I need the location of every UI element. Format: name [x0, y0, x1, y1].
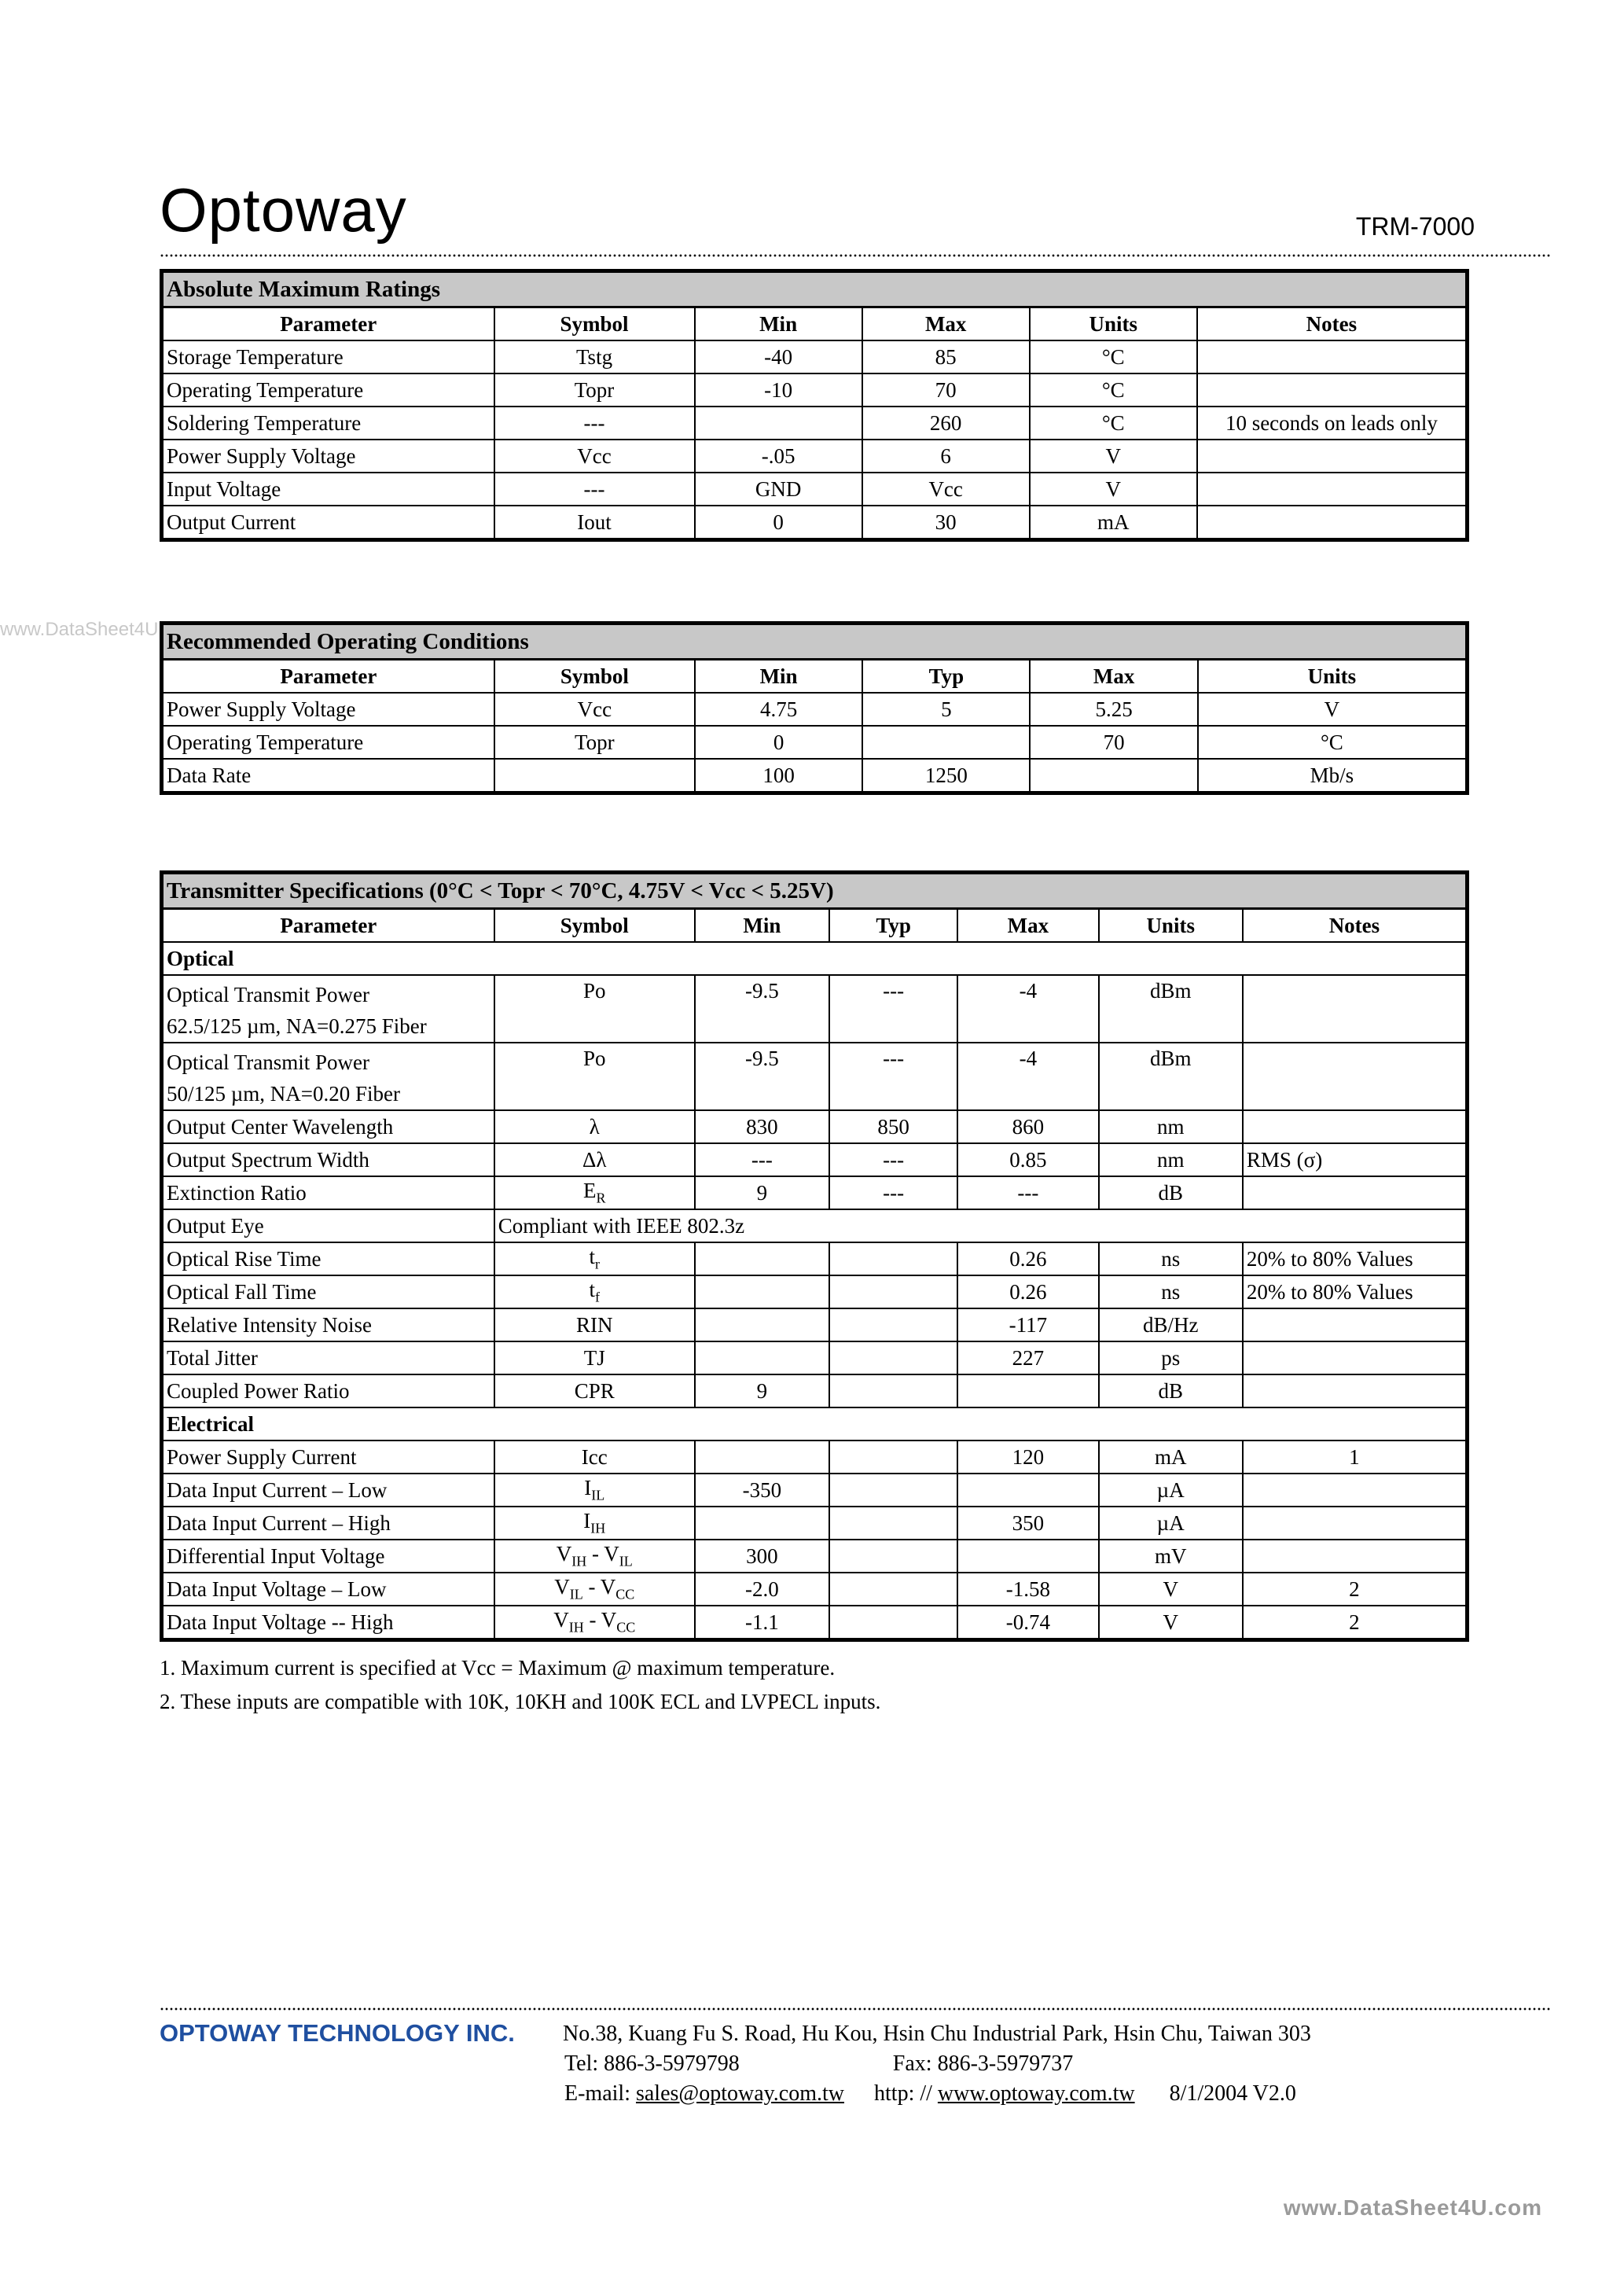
value-cell: V — [1030, 473, 1197, 506]
typ-cell — [829, 1606, 957, 1640]
param-cell: Power Supply Voltage — [162, 693, 494, 726]
symbol-part: IH — [571, 1553, 587, 1569]
value-cell: V — [1198, 693, 1468, 726]
param-cell: Soldering Temperature — [162, 407, 494, 440]
value-cell: Tstg — [494, 340, 695, 373]
column-header: Max — [1030, 660, 1197, 694]
value-cell: 70 — [862, 373, 1030, 407]
notes-cell: 2 — [1243, 1573, 1468, 1606]
value-cell: Vcc — [494, 693, 695, 726]
section-electrical: Electrical — [162, 1407, 1468, 1441]
units-cell: dB — [1099, 1176, 1243, 1209]
symbol-part: CC — [615, 1586, 635, 1602]
notes-cell — [1243, 1110, 1468, 1143]
notes-cell — [1243, 1374, 1468, 1407]
table-row — [162, 1374, 1468, 1407]
symbol-cell — [494, 1474, 695, 1507]
header-row — [162, 307, 1468, 341]
table-title: Transmitter Specifications (0°C < Topr < 70°C, 4.75V < Vcc < 5.25V) — [162, 873, 1468, 909]
column-header: Units — [1198, 660, 1468, 694]
symbol-part: E — [582, 1179, 597, 1203]
notes-cell — [1243, 1474, 1468, 1507]
website-link[interactable]: www.optoway.com.tw — [937, 2081, 1135, 2106]
table-row — [162, 1242, 1468, 1275]
value-cell — [695, 407, 862, 440]
min-cell: -2.0 — [695, 1573, 829, 1606]
recommended-operating-conditions-table — [160, 621, 1469, 795]
symbol-part: - V — [582, 1575, 616, 1599]
max-cell: -117 — [957, 1308, 1098, 1341]
table-row — [162, 1043, 1468, 1110]
value-cell: 85 — [862, 340, 1030, 373]
units-cell: nm — [1099, 1110, 1243, 1143]
units-cell: ps — [1099, 1341, 1243, 1374]
watermark-left: www.DataSheet4U — [0, 619, 159, 640]
min-cell: 300 — [695, 1540, 829, 1573]
notes-cell: 20% to 80% Values — [1243, 1275, 1468, 1308]
contact-line — [564, 2079, 1311, 2109]
value-cell: --- — [494, 407, 695, 440]
table-title: Recommended Operating Conditions — [162, 624, 1468, 660]
table-row — [162, 1606, 1468, 1640]
footer-divider — [160, 2007, 1551, 2011]
max-cell: -1.58 — [957, 1573, 1098, 1606]
table-row — [162, 1341, 1468, 1374]
param-cell: Optical Transmit Power 62.5/125 µm, NA=0.275 Fiber — [162, 975, 494, 1043]
value-cell: 1250 — [862, 759, 1030, 793]
footnote-2: 2. These inputs are compatible with 10K, 10KH and 100K ECL and LVPECL inputs. — [160, 1690, 881, 1713]
value-cell: °C — [1030, 407, 1197, 440]
min-cell — [695, 1275, 829, 1308]
param-cell: Data Input Current – Low — [162, 1474, 494, 1507]
symbol-part: I — [583, 1509, 591, 1533]
value-cell: 70 — [1030, 726, 1197, 759]
notes-cell: RMS (σ) — [1243, 1143, 1468, 1176]
symbol-cell: RIN — [494, 1308, 695, 1341]
header-row — [162, 909, 1468, 943]
symbol-part: r — [594, 1256, 600, 1272]
value-cell: °C — [1030, 373, 1197, 407]
max-cell: 860 — [957, 1110, 1098, 1143]
address-line: No.38, Kuang Fu S. Road, Hu Kou, Hsin Chu Industrial Park, Hsin Chu, Taiwan 303 — [563, 2022, 1311, 2046]
fax: Fax: 886-3-5979737 — [892, 2051, 1074, 2076]
table-title: Absolute Maximum Ratings — [162, 271, 1468, 307]
company-name: OPTOWAY TECHNOLOGY INC. — [160, 2019, 515, 2047]
header-divider — [160, 253, 1551, 258]
symbol-cell — [494, 1176, 695, 1209]
param-cell: Data Input Voltage – Low — [162, 1573, 494, 1606]
table-row — [162, 759, 1468, 793]
value-cell — [494, 759, 695, 793]
value-cell — [1197, 440, 1468, 473]
units-cell: dBm — [1099, 975, 1243, 1043]
units-cell: ns — [1099, 1275, 1243, 1308]
column-header: Notes — [1243, 909, 1468, 943]
column-header: Notes — [1197, 307, 1468, 341]
section-row — [162, 1407, 1468, 1441]
param-cell: Output Center Wavelength — [162, 1110, 494, 1143]
footnotes — [160, 1651, 880, 1719]
column-header: Symbol — [494, 307, 695, 341]
value-cell — [1197, 473, 1468, 506]
units-cell: V — [1099, 1573, 1243, 1606]
value-cell — [862, 726, 1030, 759]
symbol-part: CC — [616, 1619, 636, 1636]
max-cell: -0.74 — [957, 1606, 1098, 1640]
symbol-part: - V — [583, 1608, 617, 1632]
value-cell — [1197, 340, 1468, 373]
table-row — [162, 1110, 1468, 1143]
symbol-part: IH — [590, 1520, 606, 1536]
symbol-part: I — [584, 1476, 592, 1500]
min-cell — [695, 1341, 829, 1374]
tel: Tel: 886-3-5979798 — [564, 2051, 740, 2076]
value-cell: --- — [494, 473, 695, 506]
symbol-part: V — [554, 1575, 570, 1599]
symbol-cell — [494, 1507, 695, 1540]
symbol-part: IL — [619, 1553, 633, 1569]
max-cell — [957, 1540, 1098, 1573]
table-row — [162, 1308, 1468, 1341]
table-row — [162, 506, 1468, 540]
min-cell: -350 — [695, 1474, 829, 1507]
email-label: E-mail: — [564, 2081, 636, 2106]
table-row — [162, 1176, 1468, 1209]
typ-cell — [829, 1474, 957, 1507]
value-cell: Topr — [494, 373, 695, 407]
param-cell: Extinction Ratio — [162, 1176, 494, 1209]
param-cell: Optical Fall Time — [162, 1275, 494, 1308]
param-cell: Optical Rise Time — [162, 1242, 494, 1275]
symbol-part: IL — [591, 1487, 605, 1503]
typ-cell — [829, 1275, 957, 1308]
max-cell — [957, 1374, 1098, 1407]
table-row — [162, 1143, 1468, 1176]
column-header: Units — [1099, 909, 1243, 943]
param-cell: Storage Temperature — [162, 340, 494, 373]
symbol-part: - V — [586, 1542, 619, 1566]
typ-cell — [829, 1374, 957, 1407]
value-cell: Vcc — [494, 440, 695, 473]
notes-cell: 2 — [1243, 1606, 1468, 1640]
value-cell: 4.75 — [695, 693, 862, 726]
column-header: Min — [695, 307, 862, 341]
typ-cell: --- — [829, 1143, 957, 1176]
symbol-part: V — [553, 1608, 569, 1632]
phone-line — [564, 2049, 1311, 2079]
symbol-cell: TJ — [494, 1341, 695, 1374]
symbol-cell: Δλ — [494, 1143, 695, 1176]
units-cell: dBm — [1099, 1043, 1243, 1110]
symbol-part: t — [589, 1245, 595, 1269]
notes-cell — [1243, 1308, 1468, 1341]
section-row — [162, 942, 1468, 975]
table-row — [162, 473, 1468, 506]
min-cell: -1.1 — [695, 1606, 829, 1640]
absolute-maximum-ratings-table — [160, 269, 1469, 542]
value-cell: °C — [1198, 726, 1468, 759]
min-cell — [695, 1308, 829, 1341]
min-cell: 9 — [695, 1176, 829, 1209]
param-cell: Input Voltage — [162, 473, 494, 506]
symbol-cell: Po — [494, 975, 695, 1043]
param-cell: Total Jitter — [162, 1341, 494, 1374]
symbol-part: IH — [568, 1619, 584, 1636]
table-row — [162, 1507, 1468, 1540]
column-header: Symbol — [494, 909, 695, 943]
section-optical: Optical — [162, 942, 1468, 975]
column-header: Max — [862, 307, 1030, 341]
value-cell: V — [1030, 440, 1197, 473]
notes-cell: 20% to 80% Values — [1243, 1242, 1468, 1275]
symbol-cell — [494, 1275, 695, 1308]
date-version: 8/1/2004 V2.0 — [1169, 2081, 1296, 2106]
typ-cell — [829, 1308, 957, 1341]
units-cell: µA — [1099, 1507, 1243, 1540]
value-cell — [1197, 506, 1468, 540]
param-cell: Relative Intensity Noise — [162, 1308, 494, 1341]
symbol-part: V — [556, 1542, 572, 1566]
units-cell: ns — [1099, 1242, 1243, 1275]
table-row — [162, 975, 1468, 1043]
value-cell: -.05 — [695, 440, 862, 473]
value-cell: 0 — [695, 506, 862, 540]
param-cell: Output Spectrum Width — [162, 1143, 494, 1176]
typ-cell — [829, 1573, 957, 1606]
company-address-block — [564, 2019, 1311, 2109]
value-cell: Iout — [494, 506, 695, 540]
column-header: Symbol — [494, 660, 695, 694]
symbol-cell — [494, 1242, 695, 1275]
min-cell — [695, 1507, 829, 1540]
max-cell — [957, 1474, 1098, 1507]
table-row — [162, 1474, 1468, 1507]
param-cell: Operating Temperature — [162, 726, 494, 759]
units-cell: mA — [1099, 1441, 1243, 1474]
footnote-1: 1. Maximum current is specified at Vcc = Maximum @ maximum temperature. — [160, 1656, 836, 1680]
typ-cell: --- — [829, 975, 957, 1043]
param-cell: Optical Transmit Power 50/125 µm, NA=0.20 Fiber — [162, 1043, 494, 1110]
notes-cell — [1243, 1540, 1468, 1573]
typ-cell — [829, 1341, 957, 1374]
param-cell: Output Current — [162, 506, 494, 540]
min-cell — [695, 1242, 829, 1275]
table-row — [162, 340, 1468, 373]
value-cell: 260 — [862, 407, 1030, 440]
table-row — [162, 1540, 1468, 1573]
value-cell: -10 — [695, 373, 862, 407]
param-cell: Data Input Current – High — [162, 1507, 494, 1540]
value-cell: Mb/s — [1198, 759, 1468, 793]
column-header: Units — [1030, 307, 1197, 341]
notes-cell: 1 — [1243, 1441, 1468, 1474]
max-cell: -4 — [957, 1043, 1098, 1110]
symbol-cell — [494, 1606, 695, 1640]
value-cell: -40 — [695, 340, 862, 373]
min-cell — [695, 1441, 829, 1474]
value-cell: Topr — [494, 726, 695, 759]
typ-cell: --- — [829, 1176, 957, 1209]
column-header: Min — [695, 660, 862, 694]
symbol-cell: Po — [494, 1043, 695, 1110]
symbol-cell — [494, 1573, 695, 1606]
column-header: Min — [695, 909, 829, 943]
max-cell: 0.26 — [957, 1275, 1098, 1308]
param-cell: Operating Temperature — [162, 373, 494, 407]
table-row — [162, 1573, 1468, 1606]
min-cell: --- — [695, 1143, 829, 1176]
table-row — [162, 1209, 1468, 1242]
symbol-cell: λ — [494, 1110, 695, 1143]
value-cell: 10 seconds on leads only — [1197, 407, 1468, 440]
column-header: Parameter — [162, 660, 494, 694]
table-row — [162, 440, 1468, 473]
notes-cell — [1243, 1341, 1468, 1374]
param-cell: Power Supply Current — [162, 1441, 494, 1474]
param-cell: Differential Input Voltage — [162, 1540, 494, 1573]
value-cell: mA — [1030, 506, 1197, 540]
min-cell: 9 — [695, 1374, 829, 1407]
max-cell: 227 — [957, 1341, 1098, 1374]
email-link[interactable]: sales@optoway.com.tw — [635, 2081, 845, 2106]
column-header: Typ — [862, 660, 1030, 694]
typ-cell — [829, 1441, 957, 1474]
typ-cell: 850 — [829, 1110, 957, 1143]
table-row — [162, 693, 1468, 726]
value-cell: 100 — [695, 759, 862, 793]
table-row — [162, 1275, 1468, 1308]
units-cell: nm — [1099, 1143, 1243, 1176]
value-cell: Compliant with IEEE 802.3z — [494, 1209, 1468, 1242]
column-header: Parameter — [162, 909, 494, 943]
units-cell: dB — [1099, 1374, 1243, 1407]
param-cell: Coupled Power Ratio — [162, 1374, 494, 1407]
symbol-part: f — [594, 1289, 600, 1305]
website-label: http: // — [874, 2081, 938, 2106]
value-cell: 5.25 — [1030, 693, 1197, 726]
max-cell: 0.26 — [957, 1242, 1098, 1275]
min-cell: -9.5 — [695, 1043, 829, 1110]
symbol-cell: CPR — [494, 1374, 695, 1407]
value-cell: 0 — [695, 726, 862, 759]
units-cell: dB/Hz — [1099, 1308, 1243, 1341]
symbol-cell — [494, 1540, 695, 1573]
transmitter-specifications-table — [160, 870, 1469, 1642]
value-cell: 5 — [862, 693, 1030, 726]
units-cell: µA — [1099, 1474, 1243, 1507]
column-header: Typ — [829, 909, 957, 943]
typ-cell — [829, 1540, 957, 1573]
table-row — [162, 407, 1468, 440]
symbol-part: t — [589, 1278, 595, 1302]
brand-logo: Optoway — [160, 175, 407, 245]
min-cell: -9.5 — [695, 975, 829, 1043]
param-cell: Data Rate — [162, 759, 494, 793]
max-cell: -4 — [957, 975, 1098, 1043]
notes-cell — [1243, 1043, 1468, 1110]
header-row — [162, 660, 1468, 694]
symbol-cell: Icc — [494, 1441, 695, 1474]
notes-cell — [1243, 1176, 1468, 1209]
value-cell: Vcc — [862, 473, 1030, 506]
table-row — [162, 726, 1468, 759]
max-cell: --- — [957, 1176, 1098, 1209]
symbol-part: R — [596, 1190, 606, 1206]
value-cell: 30 — [862, 506, 1030, 540]
units-cell: mV — [1099, 1540, 1243, 1573]
units-cell: V — [1099, 1606, 1243, 1640]
min-cell: 830 — [695, 1110, 829, 1143]
max-cell: 120 — [957, 1441, 1098, 1474]
value-cell: °C — [1030, 340, 1197, 373]
param-cell: Data Input Voltage -- High — [162, 1606, 494, 1640]
param-cell: Output Eye — [162, 1209, 494, 1242]
column-header: Parameter — [162, 307, 494, 341]
max-cell: 350 — [957, 1507, 1098, 1540]
typ-cell — [829, 1507, 957, 1540]
typ-cell — [829, 1242, 957, 1275]
column-header: Max — [957, 909, 1098, 943]
notes-cell — [1243, 975, 1468, 1043]
part-number: TRM-7000 — [1355, 212, 1475, 241]
watermark-right: www.DataSheet4U.com — [1283, 2195, 1542, 2220]
value-cell: 6 — [862, 440, 1030, 473]
notes-cell — [1243, 1507, 1468, 1540]
value-cell — [1030, 759, 1197, 793]
typ-cell: --- — [829, 1043, 957, 1110]
param-cell: Power Supply Voltage — [162, 440, 494, 473]
symbol-part: IL — [569, 1586, 583, 1602]
table-row — [162, 373, 1468, 407]
table-row — [162, 1441, 1468, 1474]
max-cell: 0.85 — [957, 1143, 1098, 1176]
value-cell — [1197, 373, 1468, 407]
value-cell: GND — [695, 473, 862, 506]
